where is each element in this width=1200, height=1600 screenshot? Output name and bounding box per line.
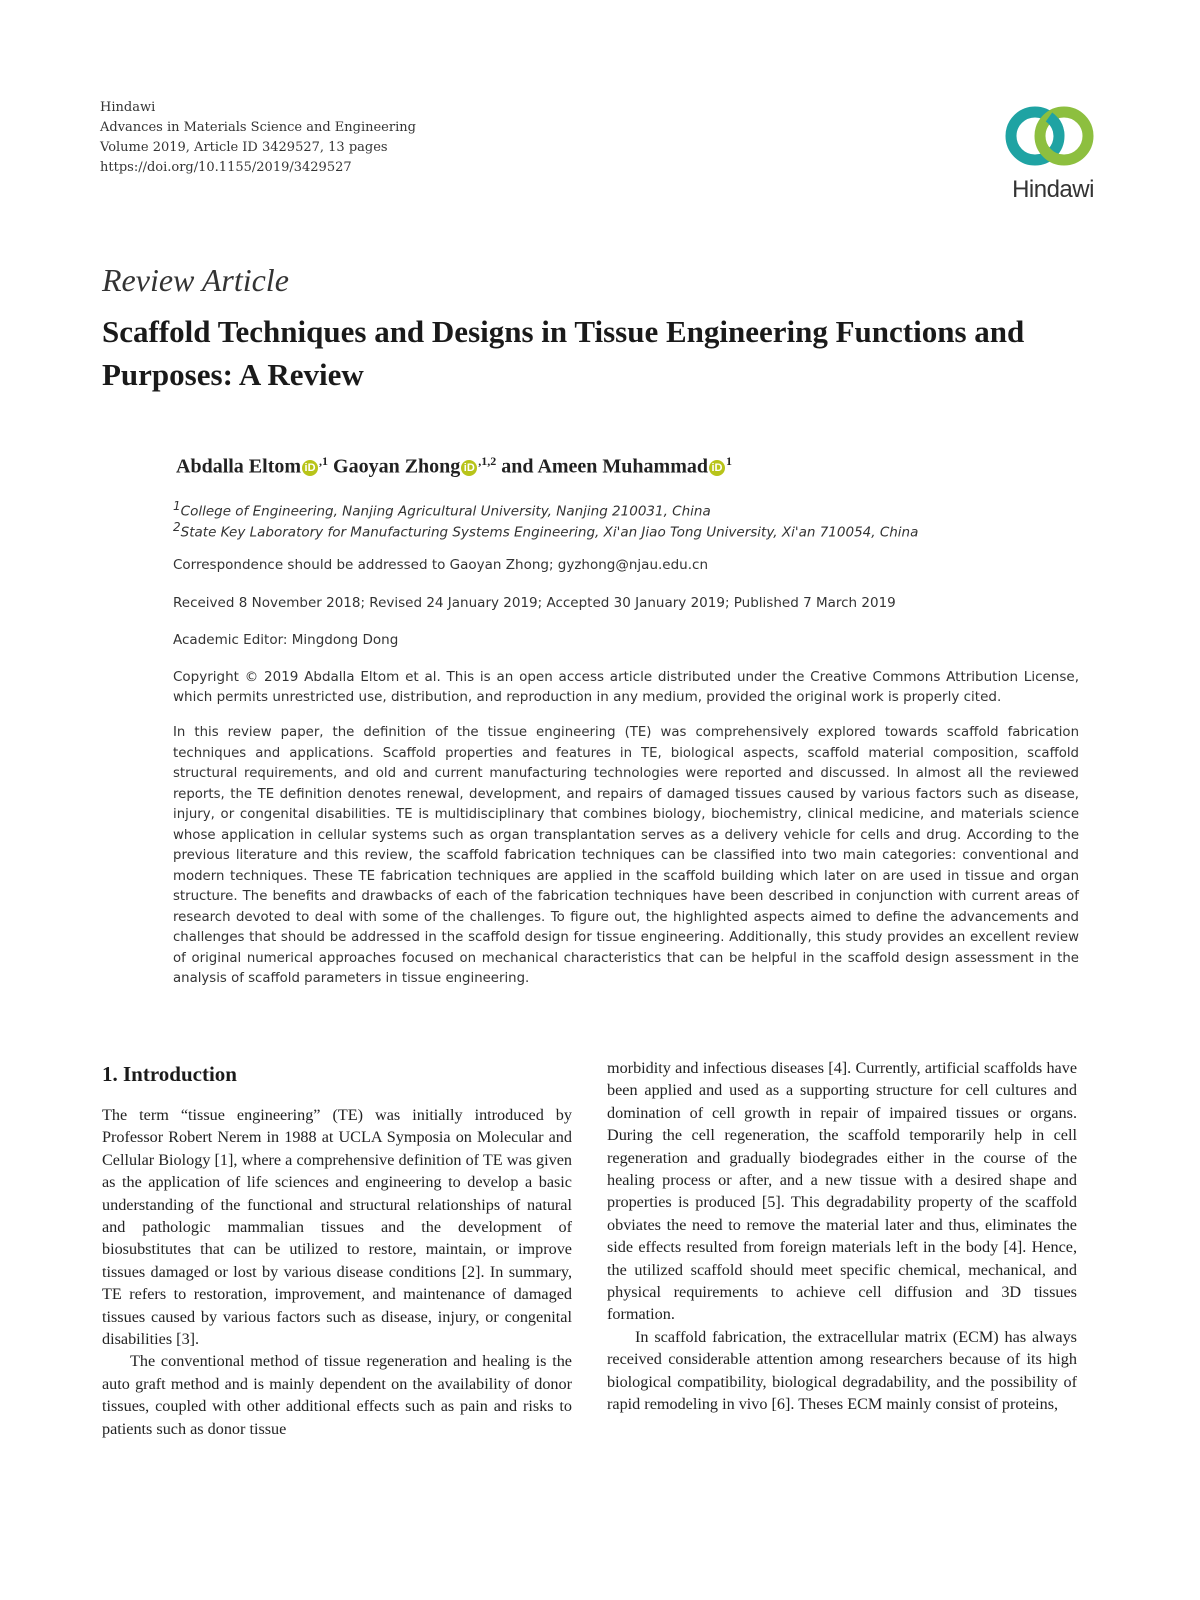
body-column-right (607, 1057, 1077, 1416)
orcid-icon[interactable]: iD (709, 460, 725, 476)
affiliation-mark: 2 (173, 520, 181, 534)
correspondence: Correspondence should be addressed to Gaoyan Zhong; gyzhong@njau.edu.cn (173, 557, 709, 573)
affiliation-2 (173, 517, 918, 543)
author-affiliation-mark: ,1,2 (478, 454, 497, 468)
affiliation-text: College of Engineering, Nanjing Agricultural University, Nanjing 210031, China (180, 503, 711, 520)
section-heading: 1. Introduction (102, 1062, 237, 1086)
author-affiliation-mark: 1 (726, 454, 732, 468)
body-paragraph: The term “tissue engineering” (TE) was initially introduced by Professor Robert Nerem in 1988 at UCLA Symposia on Molecular and Cellular Biology [1], where a comprehensive definition of TE was given as the application of life sciences and engineering to develop a basic understanding of the functional and structural relationships of natural and pathologic mammalian tissues and the development of biosubstitutes that can be utilized to restore, maintain, or improve tissues damaged or lost by various disease conditions [2]. In summary, TE refers to restoration, improvement, and maintenance of damaged tissues caused by various factors such as disease, injury, or congenital disabilities [3]. (102, 1106, 572, 1349)
journal-header (100, 98, 416, 178)
logo-wordmark: Hindawi (1012, 176, 1094, 203)
academic-editor: Academic Editor: Mingdong Dong (173, 632, 399, 648)
abstract: In this review paper, the definition of the tissue engineering (TE) was comprehensively explored towards scaffold fabrication techniques and applications. Scaffold properties and features in TE, biological aspects, scaffold material composition, scaffold structural requirements, and old and current manufacturing technologies were reported and discussed. In almost all the reviewed reports, the TE definition denotes renewal, development, and repairs of damaged tissues caused by various factors such as disease, injury, or congenital disabilities. TE is multidisciplinary that combines biology, biochemistry, clinical medicine, and materials science whose application in cellular systems such as organ transplantation serves as a delivery vehicle for cells and drug. According to the previous literature and this review, the scaffold fabrication techniques can be classified into two main categories: conventional and modern techniques. These TE fabrication techniques are applied in the scaffold building which later on are used in tissue and organ structure. The benefits and drawbacks of each of the fabrication techniques have been described in conjunction with current areas of research devoted to deal with some of the challenges. To figure out, the highlighted aspects aimed to define the advancements and challenges that should be addressed in the scaffold design for tissue engineering. Additionally, this study provides an excellent review of original numerical approaches focused on mechanical characteristics that can be helpful in the scaffold design assessment in the analysis of scaffold parameters in tissue engineering. (173, 725, 1079, 986)
publisher-name: Hindawi (100, 100, 156, 115)
hindawi-rings-logo-icon (1002, 98, 1102, 178)
author-connector: and (501, 455, 538, 478)
copyright-notice: Copyright © 2019 Abdalla Eltom et al. This is an open access article distributed under the Creative Commons Attribution License, which permits unrestricted use, distribution, and reproduction in any medium, provided the original work is properly cited. (173, 669, 1079, 705)
orcid-icon[interactable]: iD (302, 460, 318, 476)
author-name[interactable]: Gaoyan Zhong (333, 455, 461, 478)
affiliation-text: State Key Laboratory for Manufacturing Systems Engineering, Xi'an Jiao Tong University, Xi'an 710054, China (180, 524, 919, 541)
author-list (176, 454, 732, 479)
journal-name: Advances in Materials Science and Engineering (100, 120, 416, 135)
volume-line: Volume 2019, Article ID 3429527, 13 pages (100, 140, 388, 155)
article-type: Review Article (102, 262, 289, 298)
author-affiliation-mark: ,1 (319, 454, 329, 468)
orcid-icon[interactable]: iD (461, 460, 477, 476)
author-name[interactable]: Ameen Muhammad (537, 455, 708, 478)
hindawi-logo (1002, 98, 1102, 208)
doi-link[interactable]: https://doi.org/10.1155/2019/3429527 (100, 160, 352, 175)
article-title: Scaffold Techniques and Designs in Tissue Engineering Functions and Purposes: A Review (102, 314, 1025, 392)
body-column-left (102, 1104, 572, 1440)
body-paragraph: The conventional method of tissue regeneration and healing is the auto graft method and is mainly dependent on the availability of donor tissues, coupled with other additional effects such as pain and risks to patients such as donor tissue (102, 1352, 572, 1438)
author-name[interactable]: Abdalla Eltom (176, 455, 302, 478)
body-paragraph: morbidity and infectious diseases [4]. Currently, artificial scaffolds have been applied and used as a supporting structure for cell cultures and domination of cell growth in repair of impaired tissues or organs. During the cell regeneration, the scaffold temporarily help in cell regeneration and gradually biodegrades either in the course of the healing process or after, and a new tissue with a desired shape and properties is produced [5]. This degradability property of the scaffold obviates the need to remove the material later and thus, eliminates the side effects resulted from foreign materials left in the body [4]. Hence, the utilized scaffold should meet specific chemical, mechanical, and physical requirements to achieve cell diffusion and 3D tissues formation. (607, 1059, 1077, 1324)
publication-dates: Received 8 November 2018; Revised 24 January 2019; Accepted 30 January 2019; Published 7 March 2019 (173, 595, 896, 611)
affiliation-mark: 1 (173, 499, 181, 513)
body-paragraph: In scaffold fabrication, the extracellular matrix (ECM) has always received considerable attention among researchers because of its high biological compatibility, biological degradability, and the possibility of rapid remodeling in vivo [6]. Theses ECM mainly consist of proteins, (607, 1327, 1077, 1414)
